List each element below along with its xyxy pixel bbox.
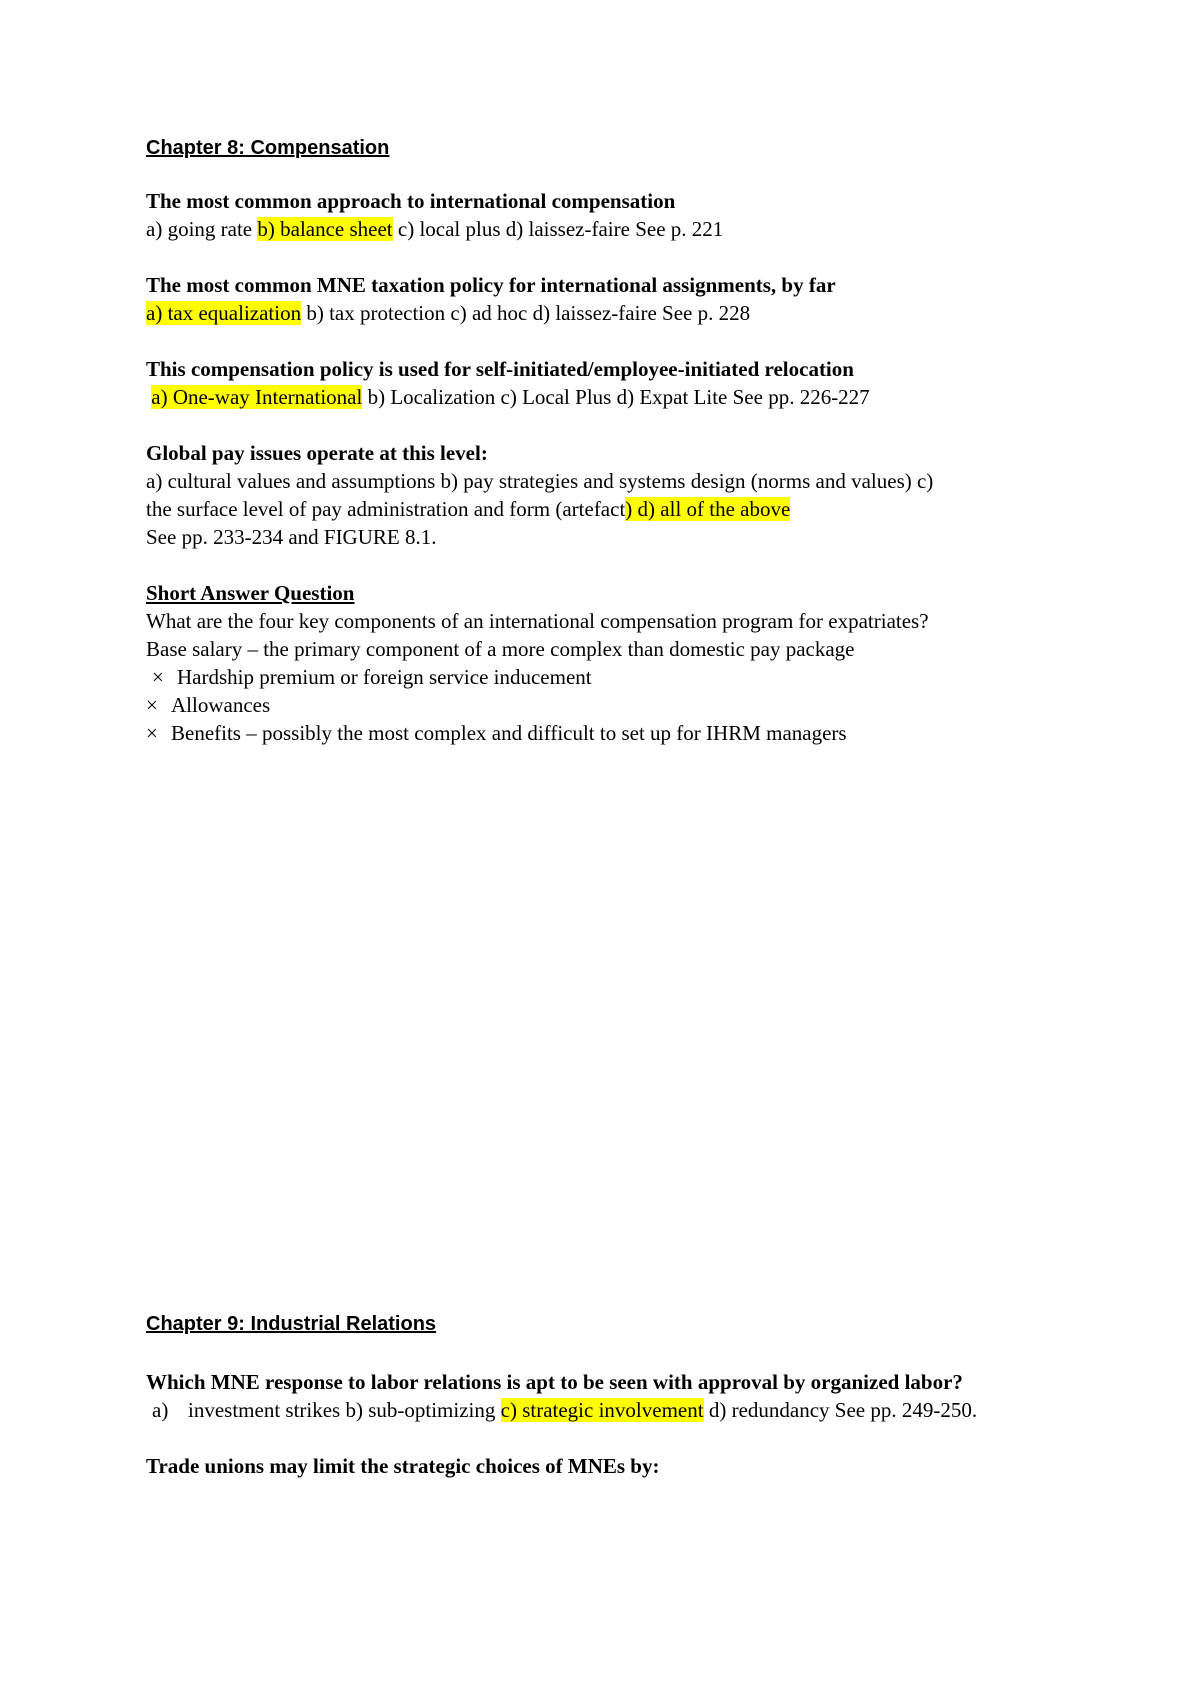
ch8-answer-line-4b: the surface level of pay administration and form (artefact) d) all of the above bbox=[146, 497, 791, 521]
ch8-question-3: This compensation policy is used for self-initiated/employee-initiated relocation bbox=[146, 357, 854, 381]
ch9-answer-text: investment strikes b) sub-optimizing c) strategic involvement d) redundancy See pp. 249-250. bbox=[188, 1398, 978, 1422]
ch8-question-2: The most common MNE taxation policy for international assignments, by far bbox=[146, 273, 836, 297]
short-answer-heading: Short Answer Question bbox=[146, 581, 355, 605]
ch8-answer-line-2: a) tax equalization b) tax protection c) ad hoc d) laissez-faire See p. 228 bbox=[146, 301, 751, 325]
highlighted-answer: c) strategic involvement bbox=[500, 1398, 704, 1422]
highlighted-answer: a) tax equalization bbox=[146, 301, 302, 325]
ch9-question-1: Which MNE response to labor relations is apt to be seen with approval by organized labor? bbox=[146, 1370, 963, 1394]
ch9-answer-list-item bbox=[146, 1396, 1076, 1424]
cross-bullet-icon: × bbox=[152, 665, 164, 689]
highlighted-answer: ) d) all of the above bbox=[625, 497, 791, 521]
short-answer-bullet: × Benefits – possibly the most complex and difficult to set up for IHRM managers bbox=[146, 721, 847, 745]
short-answer-bullet: × Hardship premium or foreign service inducement bbox=[152, 665, 592, 689]
chapter-9-section bbox=[146, 1310, 1076, 1480]
short-answer-first-line: Base salary – the primary component of a more complex than domestic pay package bbox=[146, 637, 855, 661]
chapter-9-title: Chapter 9: Industrial Relations bbox=[146, 1313, 437, 1335]
ch8-question-1: The most common approach to international compensation bbox=[146, 189, 676, 213]
cross-bullet-icon: × bbox=[146, 693, 158, 717]
short-answer-bullet: × Allowances bbox=[146, 693, 271, 717]
highlighted-answer: b) balance sheet bbox=[257, 217, 393, 241]
list-label: a) bbox=[152, 1398, 169, 1422]
ch8-answer-line-4c: See pp. 233-234 and FIGURE 8.1. bbox=[146, 525, 437, 549]
highlighted-answer: a) One-way International bbox=[151, 385, 363, 409]
ch8-answer-line-3: a) One-way International b) Localization c) Local Plus d) Expat Lite See pp. 226-227 bbox=[151, 385, 870, 409]
ch8-answer-line-4a: a) cultural values and assumptions b) pay strategies and systems design (norms and values) c) bbox=[146, 469, 934, 493]
short-answer-question: What are the four key components of an international compensation program for expatriates? bbox=[146, 609, 929, 633]
ch8-answer-line-1: a) going rate b) balance sheet c) local plus d) laissez-faire See p. 221 bbox=[146, 217, 724, 241]
ch8-question-4: Global pay issues operate at this level: bbox=[146, 441, 488, 465]
chapter-8-title: Chapter 8: Compensation bbox=[146, 137, 390, 159]
cross-bullet-icon: × bbox=[146, 721, 158, 745]
ch9-question-2: Trade unions may limit the strategic choices of MNEs by: bbox=[146, 1454, 660, 1478]
chapter-8-section bbox=[146, 134, 1076, 747]
